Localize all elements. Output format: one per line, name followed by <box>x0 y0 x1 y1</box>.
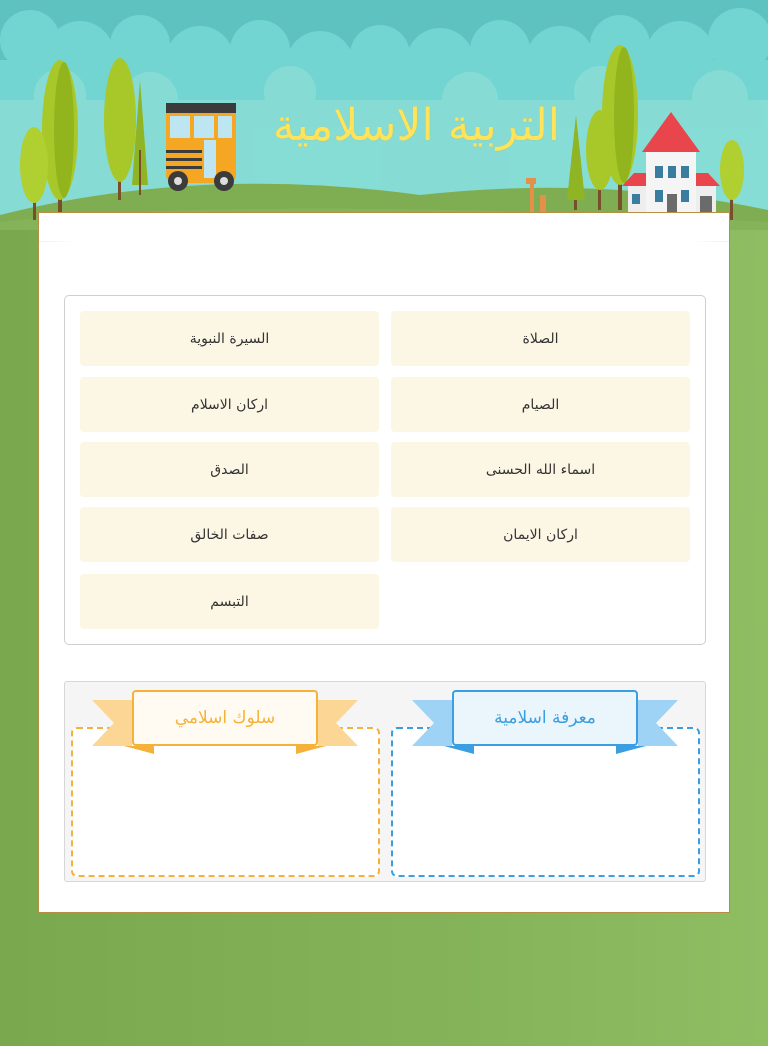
lesson-button[interactable]: الصلاة <box>391 311 690 366</box>
divider <box>39 241 729 242</box>
category-label[interactable]: سلوك اسلامي <box>132 690 318 746</box>
category-label[interactable]: معرفة اسلامية <box>452 690 638 746</box>
lesson-button[interactable]: الصيام <box>391 377 690 432</box>
lessons-panel <box>64 295 706 645</box>
ribbon-behavior[interactable] <box>92 690 358 756</box>
lesson-button[interactable]: الصدق <box>80 442 379 497</box>
page-title: التربية الاسلامية <box>272 100 560 151</box>
lesson-button[interactable]: التبسم <box>80 574 379 629</box>
lesson-button[interactable]: السيرة النبوية <box>80 311 379 366</box>
lesson-button[interactable]: صفات الخالق <box>80 507 379 562</box>
lesson-button[interactable]: اسماء الله الحسنى <box>391 442 690 497</box>
main-card <box>38 212 730 913</box>
header-scene <box>0 0 768 230</box>
ribbon-knowledge[interactable] <box>412 690 678 756</box>
categories-panel <box>64 681 706 882</box>
lesson-button[interactable]: اركان الايمان <box>391 507 690 562</box>
lesson-button[interactable]: اركان الاسلام <box>80 377 379 432</box>
